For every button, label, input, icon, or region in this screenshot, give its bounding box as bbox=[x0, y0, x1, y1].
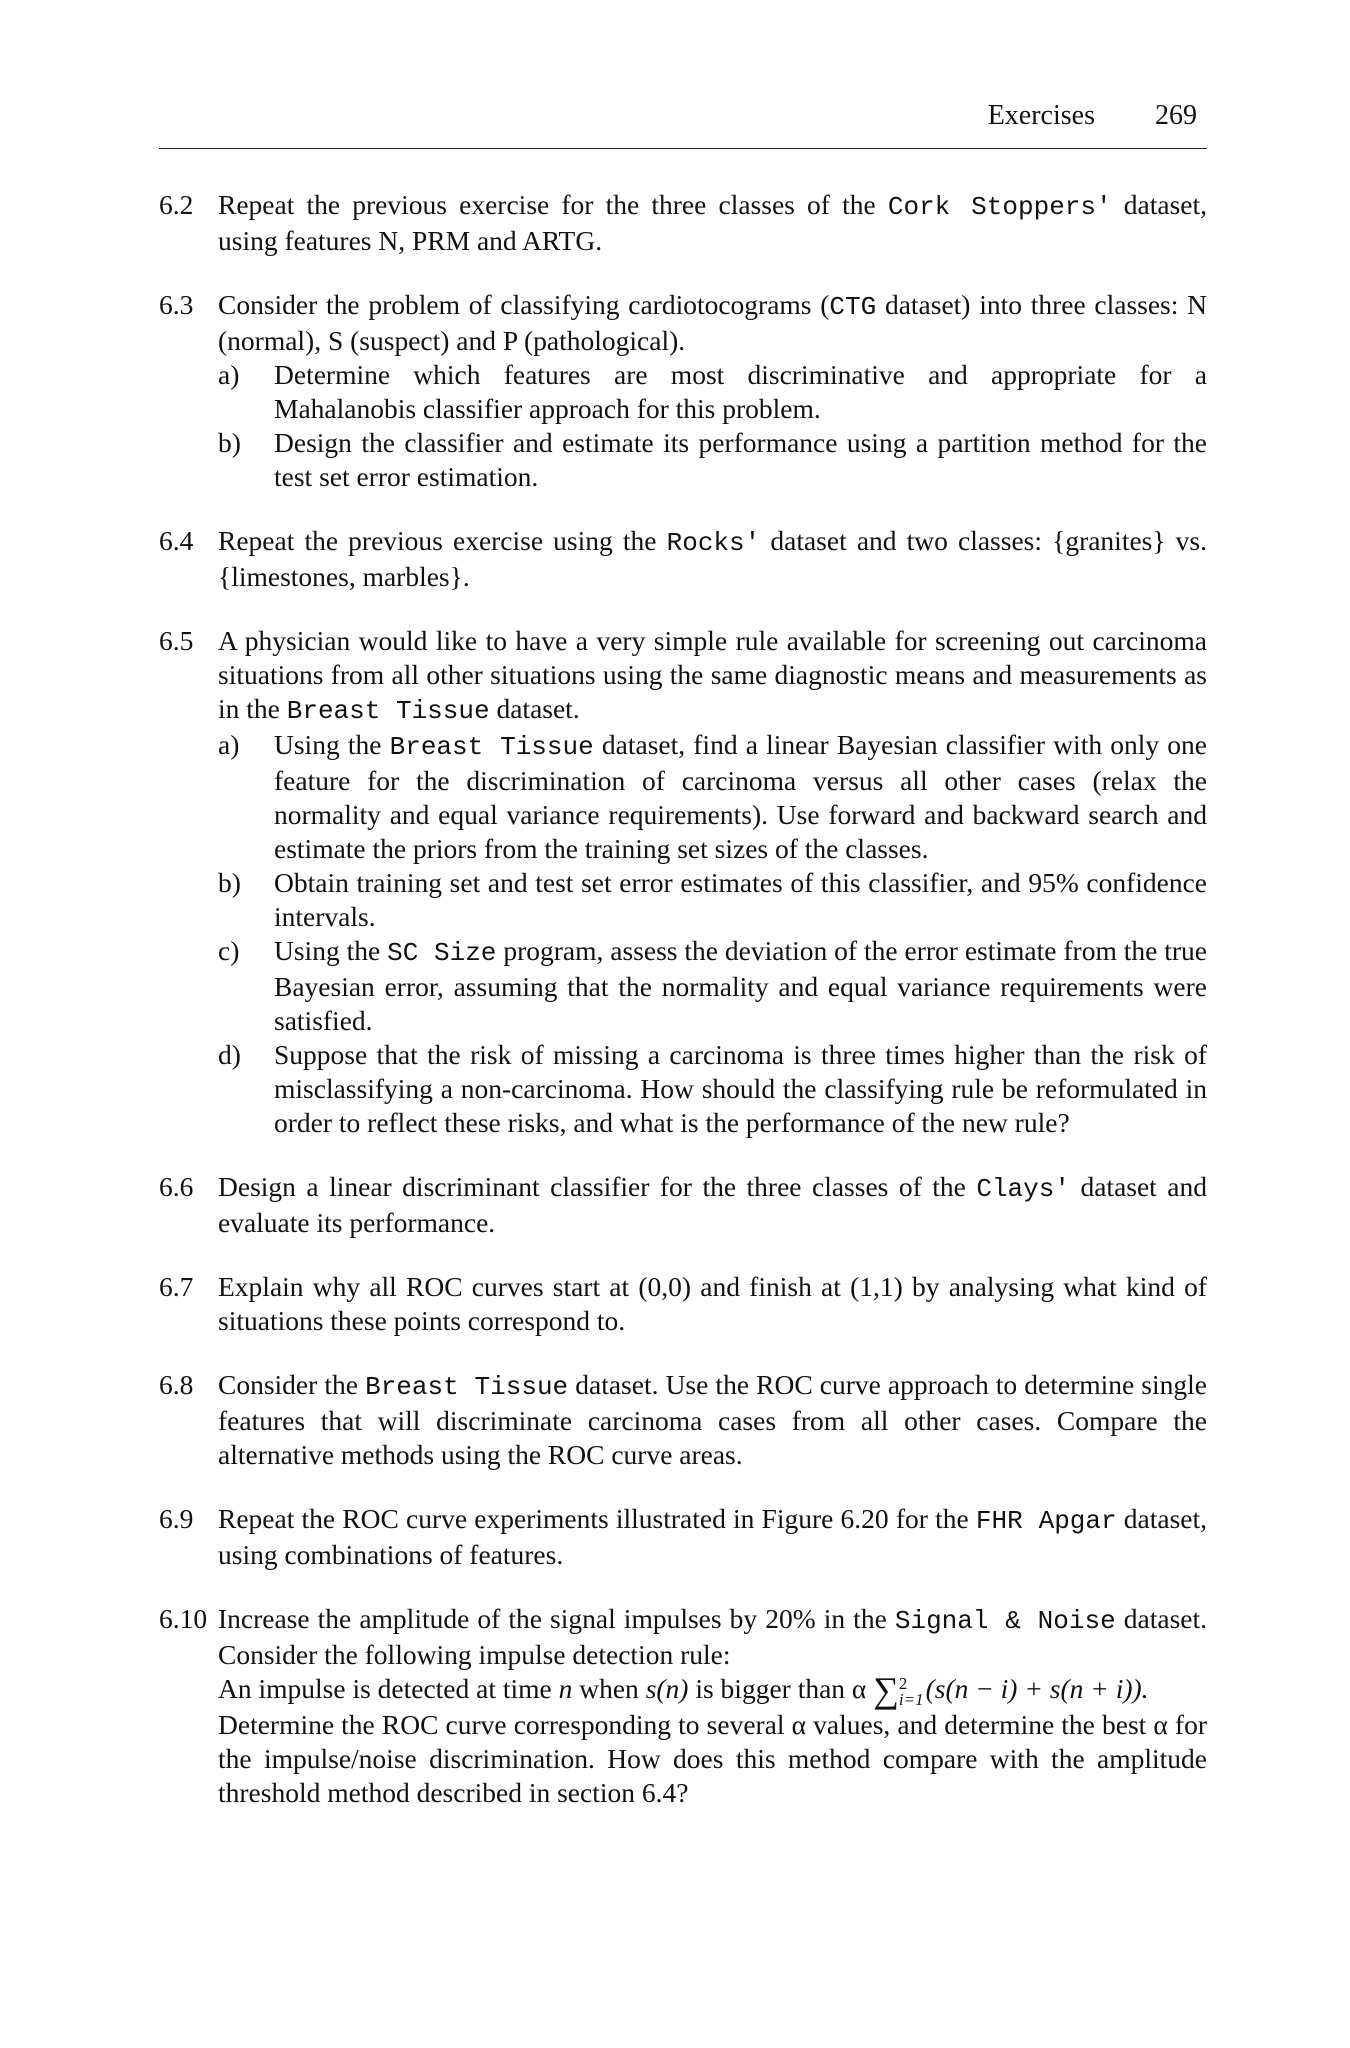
dataset-name: Signal & Noise bbox=[894, 1606, 1116, 1636]
subitem-text: Determine which features are most discriminative and appropriate for a Mahalanobis classifier approach for this problem. bbox=[274, 359, 1207, 424]
subitem-label: b) bbox=[218, 427, 241, 458]
exercise-text: Explain why all ROC curves start at (0,0) and finish at (1,1) by analysing what kind of situations these points correspond to. bbox=[218, 1271, 1207, 1336]
exercise-text: Repeat the previous exercise using the Rocks' dataset and two classes: {granites} vs. {limestones, marbles}. bbox=[218, 525, 1208, 592]
exercise-text: Consider the problem of classifying cardiotocograms (CTG dataset) into three classes: N (normal), S (suspect) and P (pathological). bbox=[218, 289, 1207, 356]
exercise-text: Design a linear discriminant classifier for the three classes of the Clays' dataset and evaluate its performance. bbox=[218, 1171, 1208, 1238]
subitem-text: Suppose that the risk of missing a carcinoma is three times higher than the risk of misclassifying a non-carcinoma. How should the classifying rule be reformulated in order to reflect these risks, and what is the performance of the new rule? bbox=[274, 1039, 1207, 1138]
exercise-text: Consider the Breast Tissue dataset. Use the ROC curve approach to determine single features that will discriminate carcinoma cases from all other cases. Compare the alternative methods using the ROC curve areas. bbox=[218, 1369, 1207, 1470]
dataset-name: Breast Tissue bbox=[286, 696, 490, 726]
exercise-text: Repeat the previous exercise for the three classes of the Cork Stoppers' dataset, using features N, PRM and ARTG. bbox=[218, 189, 1208, 256]
exercise-number: 6.5 bbox=[159, 625, 194, 656]
exercise-number: 6.3 bbox=[159, 289, 194, 320]
exercise-list bbox=[159, 188, 1207, 1840]
exercise-number: 6.2 bbox=[159, 189, 194, 220]
subitem-b bbox=[218, 866, 1207, 934]
subitem-text: Design the classifier and estimate its performance using a partition method for the test set error estimation. bbox=[274, 427, 1207, 492]
dataset-name: Breast Tissue bbox=[389, 732, 594, 762]
summation-sign: ∑ bbox=[873, 1670, 899, 1710]
exercise-6-9 bbox=[159, 1502, 1207, 1572]
exercise-6-4 bbox=[159, 524, 1207, 594]
dataset-name: Cork Stoppers' bbox=[887, 192, 1112, 222]
dataset-name: Breast Tissue bbox=[365, 1372, 569, 1402]
exercise-6-7 bbox=[159, 1270, 1207, 1338]
subitem-text: Obtain training set and test set error estimates of this classifier, and 95% confidence intervals. bbox=[274, 867, 1207, 932]
exercise-number: 6.4 bbox=[159, 525, 194, 556]
summation-limits: 2 i=1 bbox=[898, 1673, 924, 1709]
exercise-text-continued: Determine the ROC curve corresponding to several α values, and determine the best α for the impulse/noise discrimination. How does this method compare with the amplitude threshold method described in section 6.4? bbox=[218, 1708, 1207, 1808]
exercise-number: 6.7 bbox=[159, 1271, 194, 1302]
subitem-a bbox=[218, 358, 1207, 426]
exercise-6-6 bbox=[159, 1170, 1207, 1240]
exercise-6-5 bbox=[159, 624, 1207, 1140]
running-header bbox=[159, 96, 1207, 149]
subitem-label: d) bbox=[218, 1039, 241, 1070]
program-name: SC Size bbox=[387, 938, 497, 968]
exercise-number: 6.10 bbox=[159, 1603, 208, 1634]
exercise-text: Repeat the ROC curve experiments illustrated in Figure 6.20 for the FHR Apgar dataset, using combinations of features. bbox=[218, 1503, 1208, 1570]
dataset-name: Rocks' bbox=[666, 528, 761, 558]
subitem-label: b) bbox=[218, 867, 241, 898]
exercise-number: 6.9 bbox=[159, 1503, 194, 1534]
subitem-b bbox=[218, 426, 1207, 494]
exercise-6-8 bbox=[159, 1368, 1207, 1472]
subitem-a: a) Using the Breast Tissue dataset, find a linear Bayesian classifier with only one feature for the discrimination of carcinoma versus all other cases (relax the normality and equal variance requirements). Use forward and backward search and estimate the priors from the training set sizes of the classes. bbox=[218, 729, 1207, 864]
subitem-c: c) Using the SC Size program, assess the deviation of the error estimate from the true Bayesian error, assuming that the normality and equal variance requirements were satisfied. bbox=[218, 935, 1208, 1036]
header-section-title: Exercises bbox=[987, 100, 1095, 131]
formula-expression: (s(n − i) + s(n + i)). bbox=[925, 1673, 1149, 1704]
subitem-label: a) bbox=[218, 729, 240, 760]
exercise-6-2 bbox=[159, 188, 1207, 258]
detection-rule-formula: An impulse is detected at time n when s(n) is bigger than α ∑2 i=1(s(n − i) + s(n + i)). bbox=[218, 1670, 1149, 1710]
exercise-6-10 bbox=[159, 1602, 1207, 1810]
dataset-name: Clays' bbox=[976, 1174, 1070, 1204]
subitem-label: a) bbox=[218, 359, 240, 390]
subitem-d bbox=[218, 1038, 1207, 1140]
dataset-name: CTG bbox=[829, 292, 877, 322]
exercise-text: A physician would like to have a very simple rule available for screening out carcinoma situations from all other situations using the same diagnostic means and measurements as in the Breast Tissue dataset. bbox=[218, 625, 1207, 726]
exercise-6-3 bbox=[159, 288, 1207, 494]
exercise-text: Increase the amplitude of the signal impulses by 20% in the Signal & Noise dataset. Consider the following impulse detection rule: bbox=[218, 1603, 1208, 1670]
exercise-number: 6.8 bbox=[159, 1369, 194, 1400]
subitem-label: c) bbox=[218, 935, 240, 966]
page-number: 269 bbox=[1155, 100, 1197, 131]
exercise-number: 6.6 bbox=[159, 1171, 194, 1202]
dataset-name: FHR Apgar bbox=[975, 1506, 1117, 1536]
